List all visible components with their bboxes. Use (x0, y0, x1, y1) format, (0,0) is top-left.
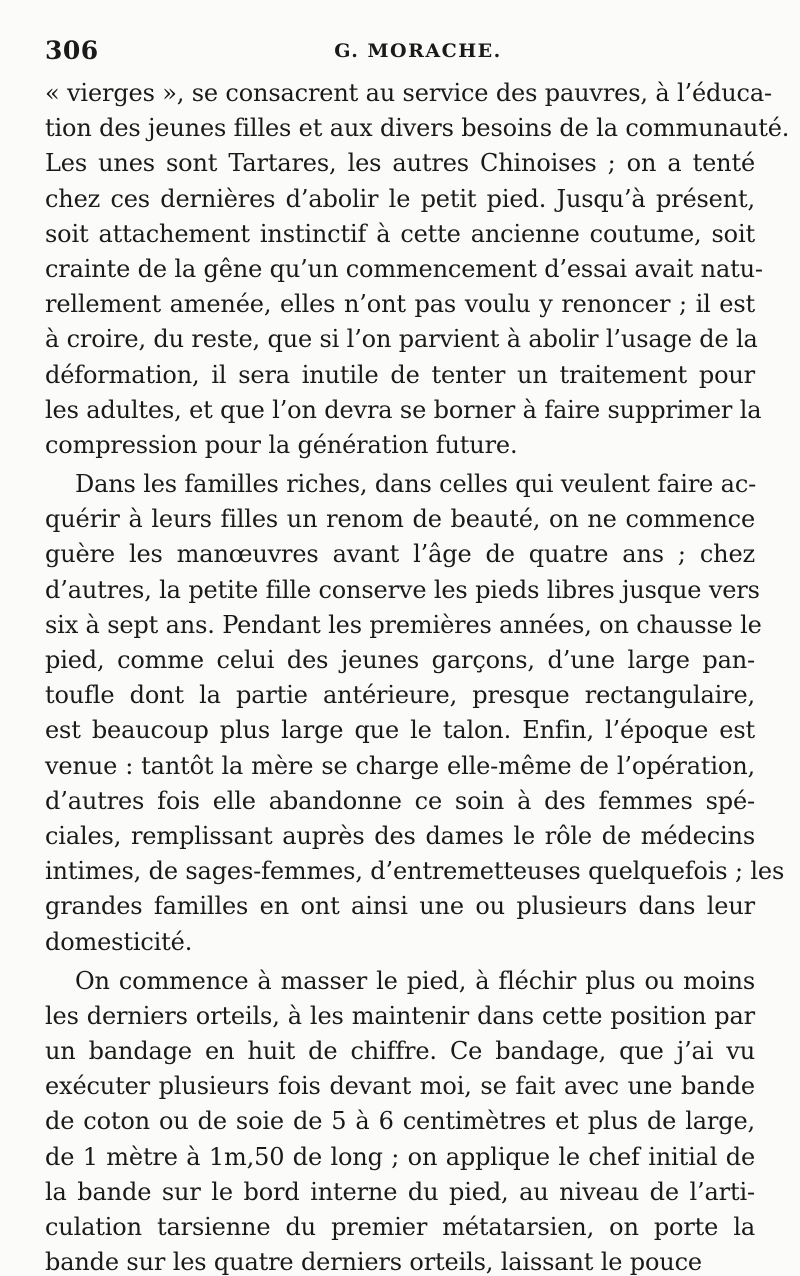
text-line: culation tarsienne du premier métatarsien, on porte la (45, 1213, 755, 1241)
text-line: les derniers orteils, à les maintenir dans cette position par (45, 1001, 755, 1030)
text-line: On commence à masser le pied, à fléchir plus ou moins (75, 966, 755, 995)
text-line: est beaucoup plus large que le talon. Enfin, l’époque est (45, 716, 755, 745)
text-line: déformation, il sera inutile de tenter un traitement pour (45, 360, 755, 389)
paragraph (45, 76, 790, 463)
text-line: d’autres, la petite fille conserve les pieds libres jusque vers (45, 575, 760, 604)
page-body (45, 76, 790, 1276)
text-line: quérir à leurs filles un renom de beauté, on ne commence (45, 505, 755, 534)
text-line: ciales, remplissant auprès des dames le rôle de médecins (45, 821, 755, 850)
text-line: crainte de la gêne qu’un commencement d’essai avait natu- (45, 254, 763, 283)
text-line: toufle dont la partie antérieure, presque rectangulaire, (45, 681, 755, 710)
paragraph (45, 467, 785, 960)
text-line: de coton ou de soie de 5 à 6 centimètres et plus de large, (45, 1107, 755, 1136)
text-line: domesticité. (45, 927, 193, 956)
text-line: exécuter plusieurs fois devant moi, se fait avec une bande (45, 1072, 755, 1101)
text-line: grandes familles en ont ainsi une ou plusieurs dans leur (45, 892, 755, 921)
text-line: de 1 mètre à 1m,50 de long ; on applique le chef initial de (45, 1142, 755, 1171)
text-line: « vierges », se consacrent au service des pauvres, à l’éduca- (45, 79, 772, 107)
paragraph (45, 964, 755, 1276)
text-line: la bande sur le bord interne du pied, au niveau de l’arti- (45, 1177, 755, 1206)
text-line: Les unes sont Tartares, les autres Chinoises ; on a tenté (45, 149, 755, 178)
text-line: bande sur les quatre derniers orteils, laissant le pouce (45, 1248, 702, 1276)
text-line: soit attachement instinctif à cette ancienne coutume, soit (45, 219, 755, 248)
page-number: 306 (45, 36, 99, 65)
text-line: pied, comme celui des jeunes garçons, d’une large pan- (45, 646, 755, 674)
text-line: un bandage en huit de chiffre. Ce bandage, que j’ai vu (45, 1037, 755, 1066)
running-title: G. MORACHE. (334, 40, 502, 62)
text-line: six à sept ans. Pendant les premières années, on chausse le (45, 610, 762, 639)
running-head (45, 36, 755, 64)
text-line: à croire, du reste, que si l’on parvient à abolir l’usage de la (45, 325, 758, 354)
text-line: chez ces dernières d’abolir le petit pied. Jusqu’à présent, (45, 184, 755, 213)
text-line: tion des jeunes filles et aux divers besoins de la communauté. (45, 114, 790, 143)
text-line: venue : tantôt la mère se charge elle-même de l’opération, (45, 751, 755, 780)
text-line: Dans les familles riches, dans celles qui veulent faire ac- (75, 470, 757, 499)
text-line: compression pour la génération future. (45, 430, 518, 459)
text-line: intimes, de sages-femmes, d’entremetteuses quelquefois ; les (45, 857, 785, 886)
text-line: les adultes, et que l’on devra se borner à faire supprimer la (45, 395, 762, 424)
text-line: d’autres fois elle abandonne ce soin à des femmes spé- (45, 786, 755, 815)
text-line: guère les manœuvres avant l’âge de quatre ans ; chez (45, 540, 755, 569)
text-line: rellement amenée, elles n’ont pas voulu y renoncer ; il est (45, 290, 755, 319)
